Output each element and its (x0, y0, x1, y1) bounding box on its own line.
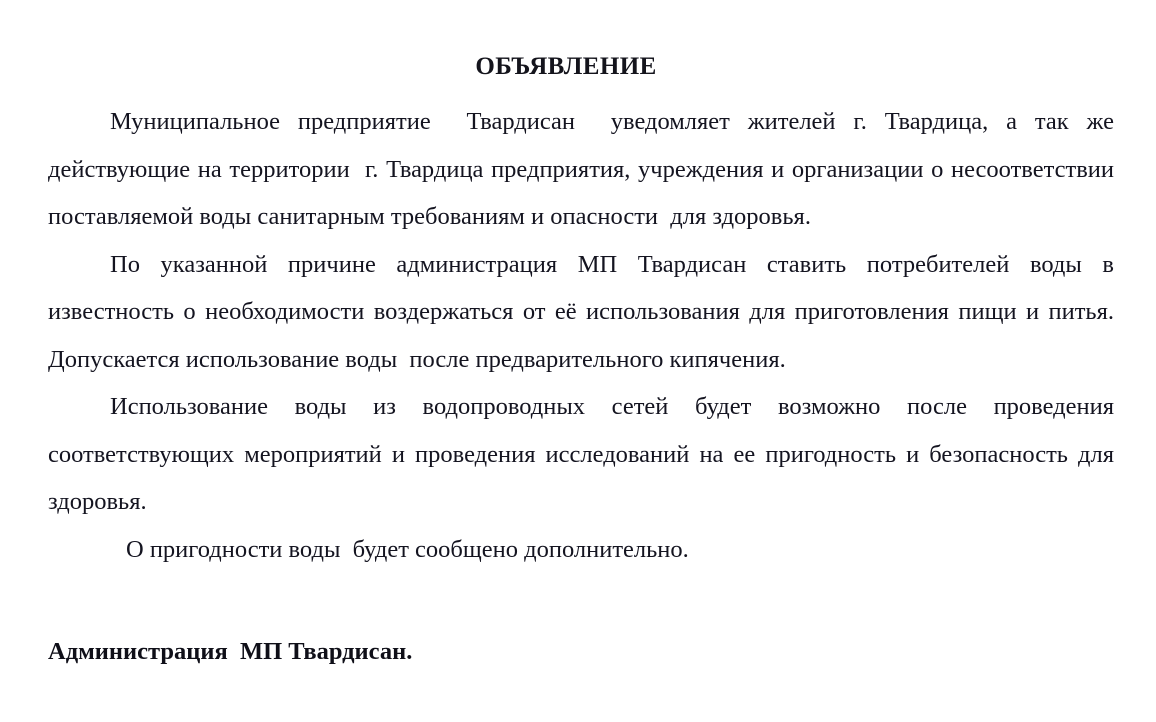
paragraph-notice-further-information: О пригодности воды будет сообщено дополнительно. (126, 535, 689, 563)
page-title: ОБЪЯВЛЕНИЕ (475, 53, 657, 80)
document-body (48, 0, 1127, 669)
paragraph-notice-resume-conditions: Использование воды из водопроводных сетей будет возможно после проведения соответствующих мероприятий и проведения исследований на ее пригодность и безопасность для здоровья. (48, 393, 1121, 515)
paragraph-notice-refrain-from-use: По указанной причине администрация МП Твардисан ставить потребителей воды в известность о необходимости воздержаться от её использования для приготовления пищи и питья. Допускается использование воды после предварительного кипячения. (48, 250, 1121, 373)
paragraph-notice-nonconformity: Муниципальное предприятие Твардисан уведомляет жителей г. Твардица, а так же действующие на территории г. Твардица предприятия, учреждения и организации о несоответствии поставляемой воды санитарным требованиям и опасности для здоровья. (48, 108, 1127, 230)
signature-line: Администрация МП Твардисан. (48, 638, 413, 665)
